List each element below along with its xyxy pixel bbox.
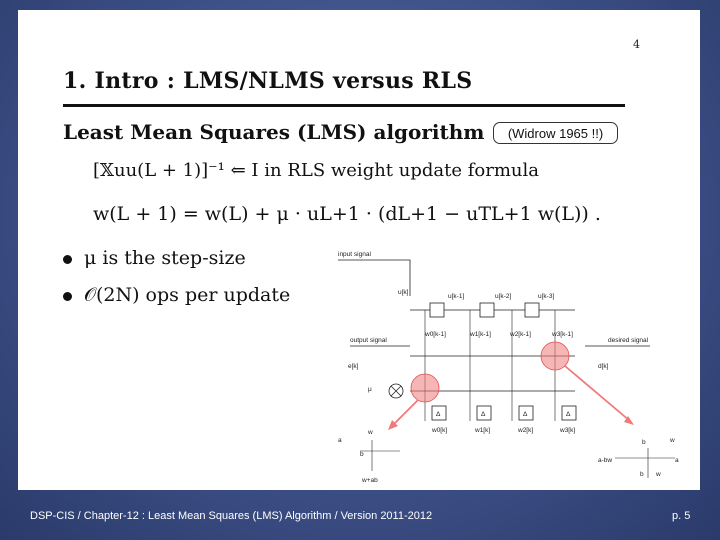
highlight-circle-right [541, 342, 569, 370]
footer-text: DSP-CIS / Chapter-12 : Least Mean Squares (LMS) Algorithm / Version 2011-2012 [30, 510, 433, 522]
delta-0: Δ [436, 411, 441, 418]
bullet-ops-text: 𝒪(2N) ops per update [84, 284, 291, 306]
right-b-label: b [642, 439, 646, 446]
formula-weight-update: w(L + 1) = w(L) + μ · uL+1 · (dL+1 − uTL+1 w(L)) . [93, 203, 601, 225]
w1k-label: w1[k] [475, 427, 491, 434]
section-heading: Least Mean Squares (LMS) algorithm [63, 120, 485, 144]
slide-page-number: 4 [633, 38, 640, 51]
lms-filter-diagram [330, 246, 685, 486]
bullet-ops [63, 284, 290, 306]
w1-label: w1[k-1] [470, 331, 491, 338]
highlight-circle-left [411, 374, 439, 402]
w0k-label: w0[k] [432, 427, 448, 434]
u-k3-label: u[k-3] [538, 293, 555, 300]
left-a-label: a [338, 437, 342, 444]
delta-2: Δ [523, 411, 528, 418]
a-bw-label: a-bw [598, 457, 613, 464]
footer-page-number: p. 5 [672, 510, 691, 522]
slide-title: 1. Intro : LMS/NLMS versus RLS [63, 68, 473, 94]
delay-box-2 [480, 303, 494, 317]
delta-1: Δ [481, 411, 486, 418]
title-rule [63, 104, 625, 107]
right-a-label: a [675, 457, 679, 464]
right-b2-label: b [640, 471, 644, 478]
d-k-label: d[k] [598, 363, 609, 370]
delay-box-3 [525, 303, 539, 317]
output-signal-label: output signal [350, 337, 387, 344]
bullet-dot-icon [63, 292, 72, 301]
right-w-label: w [670, 437, 675, 444]
w2k-label: w2[k] [518, 427, 534, 434]
bullet-step-size [63, 247, 246, 269]
w2-label: w2[k-1] [510, 331, 531, 338]
right-w2-label: w [656, 471, 661, 478]
w3k-label: w3[k] [560, 427, 576, 434]
w3-label: w3[k-1] [552, 331, 573, 338]
bullet-dot-icon [63, 255, 72, 264]
u-k2-label: u[k-2] [495, 293, 512, 300]
u-k-label: u[k] [398, 289, 409, 296]
w0-label: w0[k-1] [425, 331, 446, 338]
bullet-step-size-text: μ is the step-size [84, 247, 246, 269]
formula-replace: [𝕏uu(L + 1)]⁻¹ ⇐ I in RLS weight update formula [93, 160, 539, 181]
delta-3: Δ [566, 411, 571, 418]
u-k1-label: u[k-1] [448, 293, 465, 300]
arrow-left [392, 400, 418, 426]
left-w-label: w [368, 429, 373, 436]
slide [18, 10, 700, 490]
widrow-badge: (Widrow 1965 !!) [493, 122, 618, 144]
delay-box-1 [430, 303, 444, 317]
left-b-label: b [360, 451, 364, 458]
input-signal-label: input signal [338, 251, 371, 258]
desired-signal-label: desired signal [608, 337, 649, 344]
e-k-label: e[k] [348, 363, 359, 370]
mu-label: μ [368, 386, 372, 393]
w-ab-label: w+ab [362, 477, 378, 484]
